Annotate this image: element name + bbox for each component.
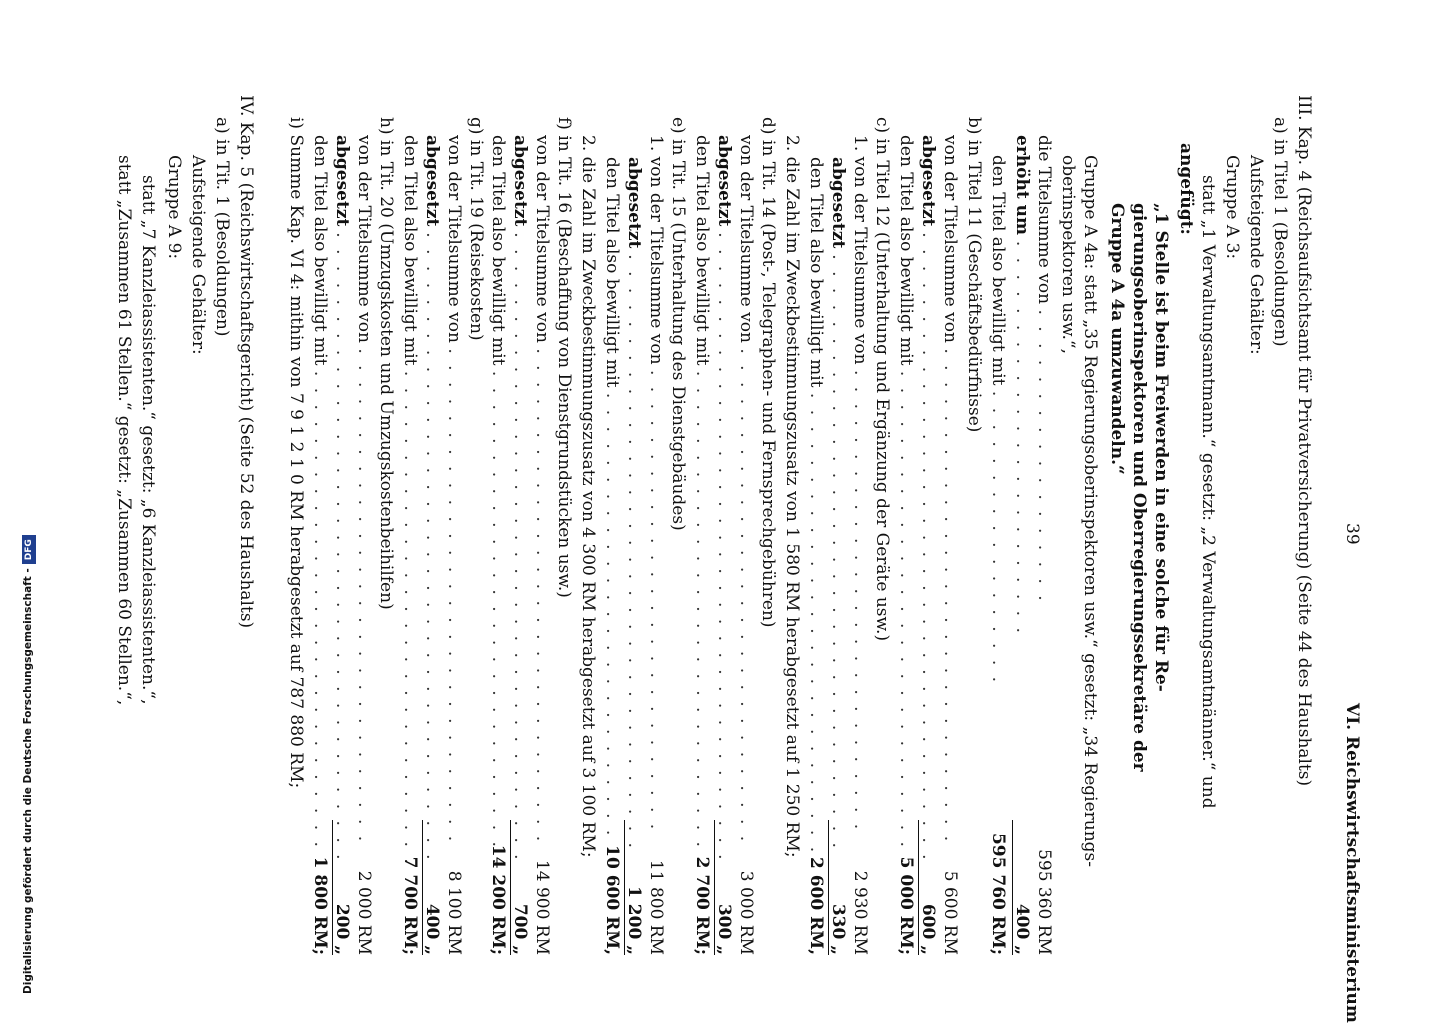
text-line: den Titel also bewilligt mit . . . . . . . . . . . . . . . . . . . . . . . . . . . . . .: [310, 135, 330, 867]
item-heading: g) in Tit. 19 (Reisekosten): [466, 117, 486, 341]
sum-rule: [422, 820, 423, 955]
amount-total: 7 700 RM;: [400, 856, 420, 955]
text-line: abgesetzt . . . . . . . . . . . . . . . . . . . . . . . . . . . . . . . . . . . . . .: [332, 135, 352, 863]
amount-cell: 14 900 RM: [532, 859, 552, 955]
sum-rule: [510, 820, 511, 955]
text-line: Aufsteigende Gehälter:: [188, 155, 208, 355]
item-heading: b) in Titel 11 (Geschäftsbedürfnisse): [964, 117, 984, 433]
text-line: abgesetzt . . . . . . . . . . . . . . . . . . . . . . . . . . . . . . . . . . . . . .: [918, 135, 938, 863]
item-heading: a) in Titel 1 (Besoldungen): [1270, 117, 1290, 347]
text-line: abgesetzt . . . . . . . . . . . . . . . . . . . . . . . . . . . . . . . . . . . . . .: [714, 135, 734, 863]
amount-total: 1 800 RM;: [310, 856, 330, 955]
text-line: abgesetzt . . . . . . . . . . . . . . . . . . . . . . . . . . . . . . . . . . . .: [624, 157, 644, 851]
text-line: 1. von der Titelsumme von . . . . . . . . . . . . . . . . . . . . . . . . . . . .: [850, 135, 870, 833]
text-line: Gruppe A 3:: [1222, 155, 1242, 260]
item-heading: d) in Tit. 14 (Post-, Telegraphen- und Fernsprechgebühren): [758, 117, 778, 628]
text-line: abgesetzt . . . . . . . . . . . . . . . . . . . . . . . . . . . . . . . . . . . . . .: [510, 135, 530, 863]
amount-cell: 3 000 RM: [736, 870, 756, 955]
text-line: Gruppe A 4a: statt „35 Regierungsoberinspektoren usw.“ gesetzt: „34 Regierungs-: [1080, 155, 1100, 868]
amount-cell: 595 360 RM: [1034, 849, 1054, 955]
amount-cell: 8 100 RM: [444, 870, 464, 955]
text-line: erhöht um . . . . . . . . . . . . . . . . . . . . . . . .: [1012, 135, 1032, 636]
text-line: Aufsteigende Gehälter:: [1246, 155, 1266, 355]
amount-cell: 2 930 RM: [850, 870, 870, 955]
amount-total: 2 600 RM,: [806, 856, 826, 955]
text-line: von der Titelsumme von . . . . . . . . . . . . . . . . . . . . . . . . . . . . . .: [444, 135, 464, 845]
text-line: den Titel also bewilligt mit . . . . . . . . . . . . . . . . . . . . . . . . . . . .: [602, 157, 622, 856]
amount-cell: 11 800 RM: [646, 859, 666, 955]
dfg-logo: DFG: [22, 535, 36, 564]
amount-cell: 700 „: [510, 903, 530, 955]
text-line: den Titel also bewilligt mit . . . . . . . . . . . . . . . . . . . . . . . . . . . .: [806, 157, 826, 856]
amount-cell: 300 „: [714, 903, 734, 955]
text-line: statt „1 Verwaltungsamtmann.“ gesetzt: „2 Verwaltungsamtmänner.“ und: [1198, 175, 1218, 809]
text-line: oberinspektoren usw.“,: [1058, 155, 1078, 354]
text-line: abgesetzt . . . . . . . . . . . . . . . . . . . . . . . . . . . . . . . . . . . .: [828, 157, 848, 851]
chapter-heading: IV. Kap. 5 (Reichswirtschaftsgericht) (Seite 52 des Haushalts): [236, 95, 256, 629]
amount-total: 10 600 RM,: [602, 845, 622, 955]
amount-cell: 5 600 RM: [940, 870, 960, 955]
sum-rule: [1012, 820, 1013, 955]
item-heading: c) in Titel 12 (Unterhaltung und Ergänzung der Geräte usw.): [872, 117, 892, 642]
text-line: statt „7 Kanzleiassistenten.“ gesetzt: „6 Kanzleiassistenten.“,: [138, 175, 158, 705]
text-line: abgesetzt . . . . . . . . . . . . . . . . . . . . . . . . . . . . . . . . . . . . . .: [422, 135, 442, 863]
amount-cell: 1 200 „: [624, 886, 644, 955]
sum-rule: [624, 820, 625, 955]
sum-rule: [714, 820, 715, 955]
amount-total: 595 760 RM;: [988, 832, 1008, 955]
text-line: den Titel also bewilligt mit . . . . . . . . . . . . . . . . . . . . . . . . . . . . . .: [488, 135, 508, 867]
amount-total: 5 000 RM;: [896, 856, 916, 955]
text-line: von der Titelsumme von . . . . . . . . . . . . . . . . . . . . . . . . . . . . . .: [354, 135, 374, 845]
item-heading: h) in Tit. 20 (Umzugskosten und Umzugskostenbeihilfen): [376, 117, 396, 610]
amount-total: 14 200 RM;: [488, 844, 508, 955]
digitization-credit: [22, 535, 36, 994]
text-line: angefügt:: [1176, 143, 1196, 235]
item-heading: a) in Tit. 1 (Besoldungen): [212, 117, 232, 337]
text-line: den Titel also bewilligt mit . . . . . . . . . . . . . . . . . . . . . . . . . . . . . .: [692, 135, 712, 867]
text-line: statt „Zusammen 61 Stellen.“ gesetzt: „Zusammen 60 Stellen.“,: [114, 155, 134, 706]
text-line: die Titelsumme von . . . . . . . . . . . . . . . . . .: [1034, 135, 1054, 604]
text-line: von der Titelsumme von . . . . . . . . . . . . . . . . . . . . . . . . . . . . . .: [940, 135, 960, 845]
sum-rule: [332, 820, 333, 955]
text-line: von der Titelsumme von . . . . . . . . . . . . . . . . . . . . . . . . . . . . . .: [736, 135, 756, 845]
credit-text: Digitalisierung gefördert durch die Deutsche Forschungsgemeinschaft -: [22, 568, 34, 994]
item-heading: f) in Tit. 16 (Beschaffung von Dienstgrundstücken usw.): [554, 117, 574, 598]
text-line: von der Titelsumme von . . . . . . . . . . . . . . . . . . . . . . . . . . . . . .: [532, 135, 552, 845]
section-header: VI. Reichswirtschaftsministerium: [1342, 703, 1362, 1023]
sum-rule: [828, 820, 829, 955]
sum-rule: [918, 820, 919, 955]
rotated-page-content: [112, 95, 1362, 1023]
text-line: den Titel also bewilligt mit . . . . . . . . . . . . . . . . . . . . . . . . . . . . . .: [896, 135, 916, 867]
text-line: Gruppe A 9:: [164, 155, 184, 260]
text-line: gierungsoberinspektoren und Oberregierungssekretäre der: [1129, 203, 1149, 772]
text-line: 2. die Zahl im Zweckbestimmungszusatz von 4 300 RM herabgesetzt auf 3 100 RM;: [578, 135, 598, 858]
amount-cell: 330 „: [828, 903, 848, 955]
amount-cell: 600 „: [918, 903, 938, 955]
amount-cell: 400 „: [1012, 903, 1032, 955]
page-number: 39: [1342, 523, 1362, 545]
chapter-heading: III. Kap. 4 (Reichsaufsichtsamt für Privatversicherung) (Seite 44 des Haushalts): [1294, 95, 1314, 787]
amount-cell: 400 „: [422, 903, 442, 955]
text-line: 2. die Zahl im Zweckbestimmungszusatz von 1 580 RM herabgesetzt auf 1 250 RM;: [782, 135, 802, 858]
text-line: Gruppe A 4a umzuwandeln.“: [1107, 203, 1127, 475]
text-line: „1 Stelle ist beim Freiwerden in eine solche für Re-: [1151, 203, 1171, 692]
text-line: 1. von der Titelsumme von . . . . . . . . . . . . . . . . . . . . . . . . . . . .: [646, 135, 666, 833]
amount-cell: 200 „: [332, 903, 352, 955]
text-line: den Titel also bewilligt mit . . . . . . . . . . . . . . . . . . . . . . . . . . . . . .: [400, 135, 420, 867]
amount-cell: 2 000 RM: [354, 870, 374, 955]
item-heading: i) Summe Kap. VI 4: mithin von 7 9 1 2 1 0 RM herabgesetzt auf 787 880 RM;: [286, 117, 306, 789]
text-line: den Titel also bewilligt mit . . . . . . . . . . . . . . . . . .: [988, 155, 1008, 686]
item-heading: e) in Tit. 15 (Unterhaltung des Dienstgebäudes): [668, 117, 688, 531]
amount-total: 2 700 RM;: [692, 856, 712, 955]
